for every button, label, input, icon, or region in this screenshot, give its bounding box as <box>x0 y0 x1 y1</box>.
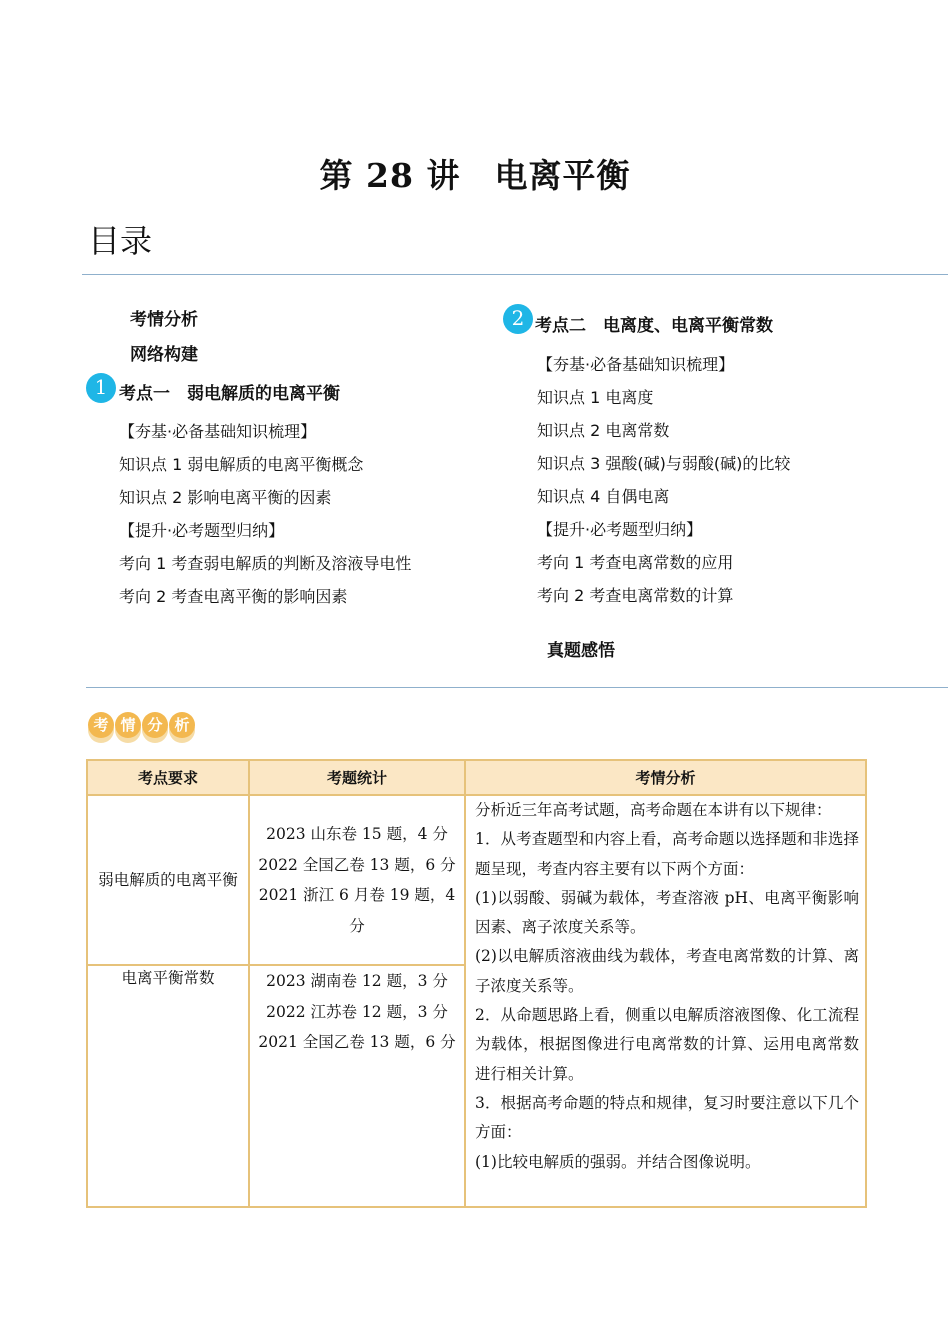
analysis-paragraph: (1)比较电解质的强弱。并结合图像说明。 <box>475 1152 761 1171</box>
page-title: 第 28 讲 电离平衡 <box>319 156 631 195</box>
table-header-requirement: 考点要求 <box>87 760 249 795</box>
badge-char: 情 <box>115 712 141 738</box>
exam-analysis-table <box>86 759 867 1208</box>
analysis-paragraph: 3．根据高考命题的特点和规律，复习时要注意以下几个方面： <box>475 1093 859 1142</box>
toc-link-exam-analysis[interactable]: 考情分析 <box>130 310 198 330</box>
table-header-analysis: 考情分析 <box>465 760 866 795</box>
toc-link-section-1-point-1[interactable]: 知识点 1 弱电解质的电离平衡概念 <box>119 455 364 474</box>
analysis-paragraph: (2)以电解质溶液曲线为载体，考查电离常数的计算、离子浓度关系等。 <box>475 947 859 995</box>
badge-char: 析 <box>169 712 195 738</box>
analysis-paragraph: 分析近三年高考试题，高考命题在本讲有以下规律： <box>475 801 832 819</box>
toc-link-network[interactable]: 网络构建 <box>130 345 198 365</box>
stat-line: 2022 江苏卷 12 题，3 分 <box>266 1002 448 1021</box>
toc-link-section-2-point-1[interactable]: 知识点 1 电离度 <box>537 388 654 407</box>
toc-link-section-1-question-types[interactable]: 【提升·必考题型归纳】 <box>119 521 285 540</box>
analysis-paragraph: 2．从命题思路上看，侧重以电解质溶液图像、化工流程为载体，根据图像进行电离常数的计算、运用电离常数进行相关计算。 <box>475 1006 859 1083</box>
toc-link-section-2[interactable]: 考点二 电离度、电离平衡常数 <box>535 316 773 336</box>
toc-heading: 目录 <box>88 222 153 260</box>
table-header-statistics: 考题统计 <box>249 760 465 795</box>
badge-char: 分 <box>142 712 168 738</box>
toc-link-section-2-direction-2[interactable]: 考向 2 考查电离常数的计算 <box>537 586 734 605</box>
toc-link-real-exam[interactable]: 真题感悟 <box>547 641 615 661</box>
stat-line: 2023 湖南卷 12 题，3 分 <box>266 972 448 990</box>
analysis-paragraph: (1)以弱酸、弱碱为载体，考查溶液 pH、电离平衡影响因素、离子浓度关系等。 <box>475 888 859 937</box>
toc-link-section-2-point-3[interactable]: 知识点 3 强酸(碱)与弱酸(碱)的比较 <box>537 454 791 473</box>
analysis-paragraph: 1．从考查题型和内容上看，高考命题以选择题和非选择题呈现，考查内容主要有以下两个方面： <box>475 830 859 878</box>
toc-link-section-2-point-2[interactable]: 知识点 2 电离常数 <box>537 421 670 440</box>
toc-link-section-1-point-2[interactable]: 知识点 2 影响电离平衡的因素 <box>119 488 332 507</box>
requirement-cell: 电离平衡常数 <box>87 965 249 1207</box>
requirement-cell: 弱电解质的电离平衡 <box>87 795 249 965</box>
stat-line: 2021 浙江 6 月卷 19 题，4 分 <box>258 886 456 935</box>
section-1-number-icon: 1 <box>86 373 116 403</box>
badge-char: 考 <box>88 712 114 738</box>
stat-line: 2021 全国乙卷 13 题，6 分 <box>258 1033 456 1051</box>
table-row <box>87 795 866 965</box>
stat-line: 2023 山东卷 15 题，4 分 <box>266 825 448 843</box>
section-2-number-icon: 2 <box>503 304 533 334</box>
statistics-cell <box>249 795 465 965</box>
stat-line: 2022 全国乙卷 13 题，6 分 <box>258 855 456 874</box>
toc-link-section-2-question-types[interactable]: 【提升·必考题型归纳】 <box>537 520 703 539</box>
toc-top-divider <box>82 274 948 275</box>
toc-bottom-divider <box>86 687 948 688</box>
toc-link-section-1-direction-1[interactable]: 考向 1 考查弱电解质的判断及溶液导电性 <box>119 554 412 573</box>
toc-link-section-1-direction-2[interactable]: 考向 2 考查电离平衡的影响因素 <box>119 587 348 606</box>
toc-link-section-2-basics[interactable]: 【夯基·必备基础知识梳理】 <box>537 355 735 374</box>
toc-link-section-1[interactable]: 考点一 弱电解质的电离平衡 <box>119 384 340 404</box>
table-header-row <box>87 760 866 795</box>
toc-link-section-2-point-4[interactable]: 知识点 4 自偶电离 <box>537 487 670 506</box>
exam-analysis-badge <box>88 712 195 746</box>
toc-link-section-1-basics[interactable]: 【夯基·必备基础知识梳理】 <box>119 422 317 441</box>
analysis-cell <box>465 795 866 1207</box>
statistics-cell <box>249 965 465 1207</box>
toc-link-section-2-direction-1[interactable]: 考向 1 考查电离常数的应用 <box>537 553 734 572</box>
